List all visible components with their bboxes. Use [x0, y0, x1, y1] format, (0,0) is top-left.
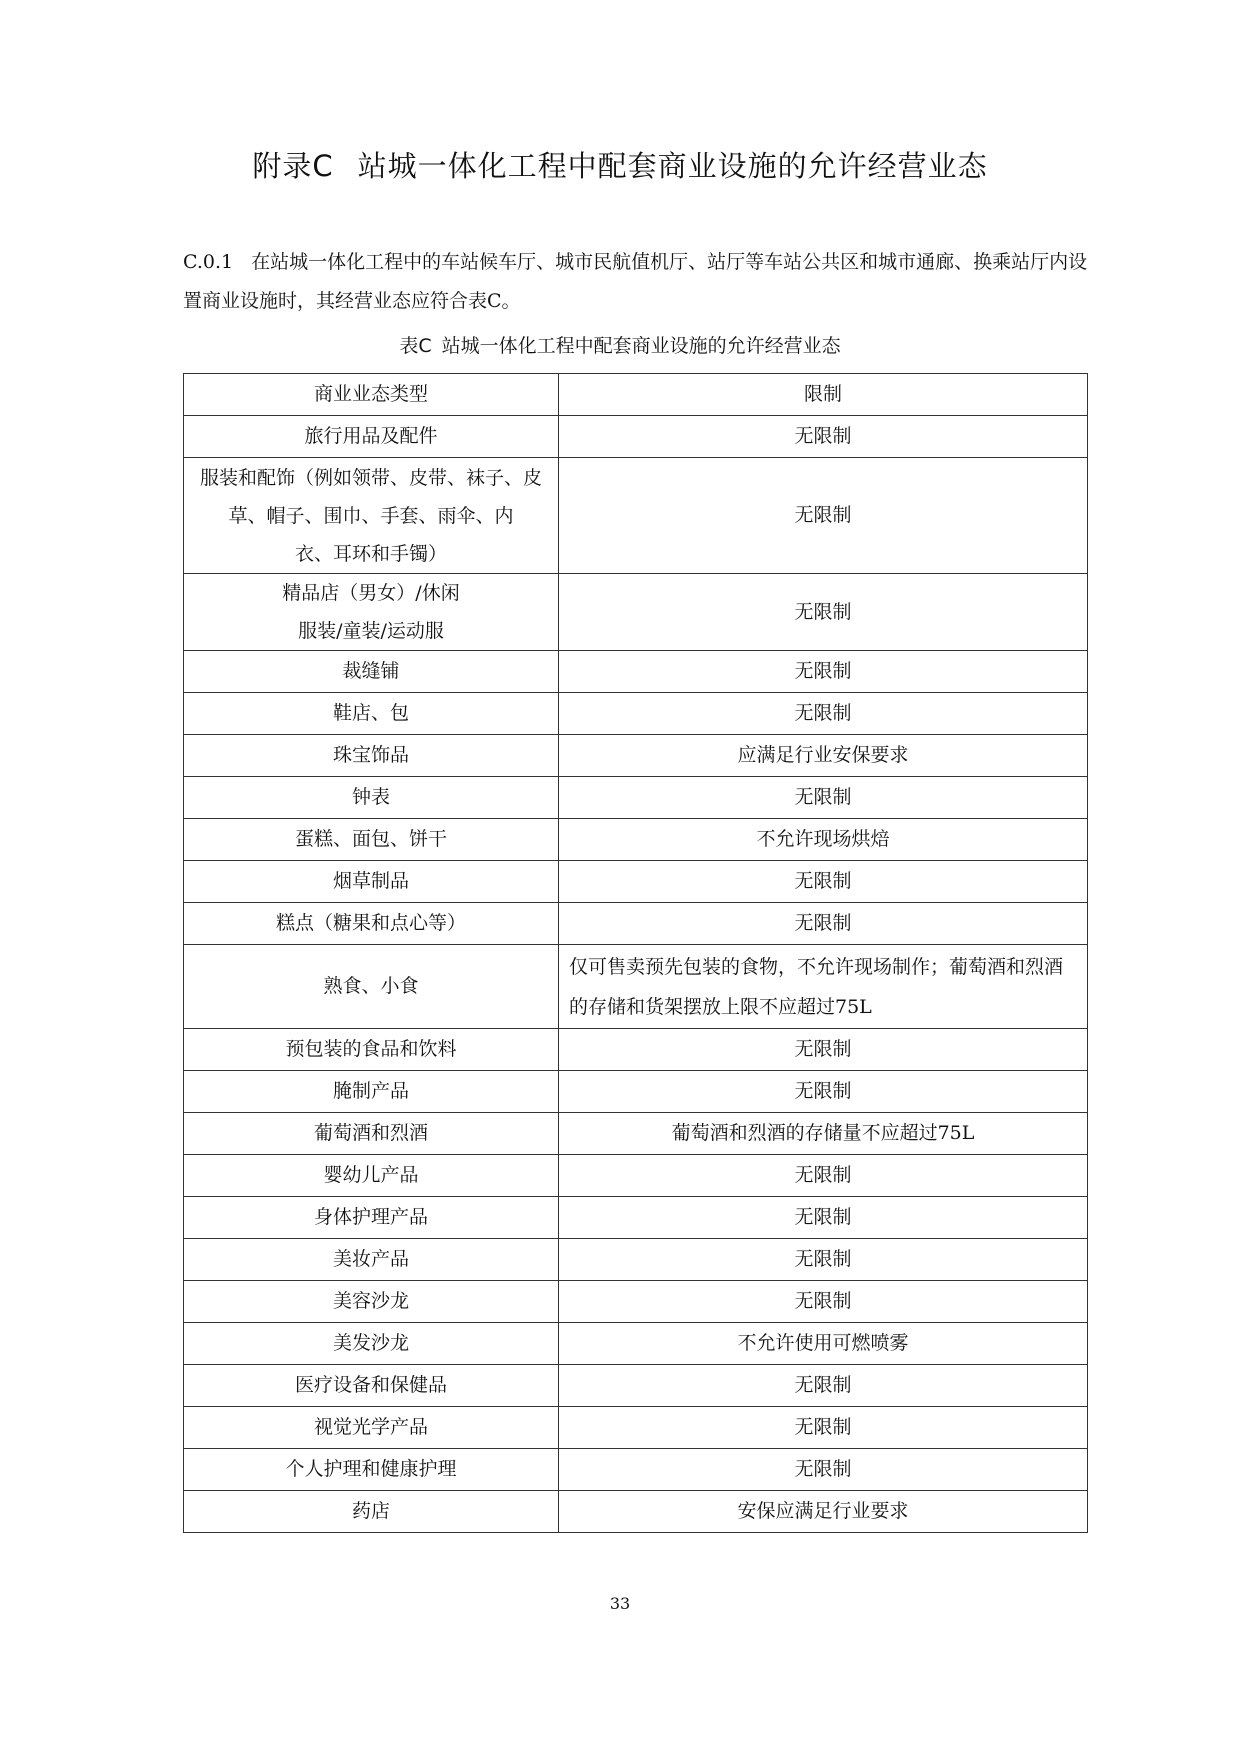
business-type-cell: 裁缝铺 — [184, 651, 559, 693]
table-row — [184, 945, 1088, 1029]
restriction-cell: 无限制 — [559, 777, 1088, 819]
table-row — [184, 693, 1088, 735]
restriction-cell: 无限制 — [559, 693, 1088, 735]
business-type-cell: 医疗设备和保健品 — [184, 1365, 559, 1407]
table-caption-text: 站城一体化工程中配套商业设施的允许经营业态 — [441, 335, 841, 357]
business-type-cell: 视觉光学产品 — [184, 1407, 559, 1449]
header-restriction: 限制 — [559, 374, 1088, 416]
business-type-cell: 美容沙龙 — [184, 1281, 559, 1323]
business-type-cell: 珠宝饰品 — [184, 735, 559, 777]
business-type-line: 服装/童装/运动服 — [298, 620, 444, 642]
business-type-cell: 美发沙龙 — [184, 1323, 559, 1365]
business-type-cell: 烟草制品 — [184, 861, 559, 903]
restriction-cell: 无限制 — [559, 458, 1088, 574]
business-type-table — [183, 373, 1088, 1533]
table-row — [184, 1071, 1088, 1113]
table-row — [184, 819, 1088, 861]
business-type-line: 草、帽子、围巾、手套、雨伞、内 — [228, 504, 514, 527]
table-row — [184, 1197, 1088, 1239]
business-type-cell: 钟表 — [184, 777, 559, 819]
appendix-title: 站城一体化工程中配套商业设施的允许经营业态 — [357, 149, 988, 183]
table-row — [184, 1449, 1088, 1491]
restriction-cell: 安保应满足行业要求 — [559, 1491, 1088, 1533]
business-type-cell: 预包装的食品和饮料 — [184, 1029, 559, 1071]
table-row — [184, 574, 1088, 651]
table-caption-label: 表C — [399, 335, 432, 357]
clause-paragraph — [183, 243, 1088, 321]
clause-number: C.0.1 — [183, 251, 234, 273]
table-row — [184, 1239, 1088, 1281]
table-row — [184, 1323, 1088, 1365]
table-row — [184, 777, 1088, 819]
business-type-cell: 个人护理和健康护理 — [184, 1449, 559, 1491]
restriction-cell: 葡萄酒和烈酒的存储量不应超过75L — [559, 1113, 1088, 1155]
table-caption — [0, 331, 1240, 358]
restriction-cell: 无限制 — [559, 1449, 1088, 1491]
table-row — [184, 861, 1088, 903]
restriction-cell: 无限制 — [559, 861, 1088, 903]
business-type-cell: 腌制产品 — [184, 1071, 559, 1113]
table-row — [184, 735, 1088, 777]
table-row — [184, 1113, 1088, 1155]
header-business-type: 商业业态类型 — [184, 374, 559, 416]
appendix-label: 附录C — [252, 149, 334, 183]
restriction-cell: 应满足行业安保要求 — [559, 735, 1088, 777]
business-type-cell: 旅行用品及配件 — [184, 416, 559, 458]
business-type-cell — [184, 458, 559, 574]
table-row — [184, 903, 1088, 945]
business-type-line: 衣、耳环和手镯） — [294, 542, 447, 565]
table-row — [184, 416, 1088, 458]
table-row — [184, 1365, 1088, 1407]
restriction-cell: 无限制 — [559, 1239, 1088, 1281]
restriction-cell: 不允许现场烘焙 — [559, 819, 1088, 861]
restriction-cell: 无限制 — [559, 574, 1088, 651]
restriction-cell: 无限制 — [559, 1365, 1088, 1407]
business-type-line: 精品店（男女）/休闲 — [282, 582, 460, 604]
page-title — [0, 144, 1240, 185]
table-row — [184, 651, 1088, 693]
business-type-cell: 美妆产品 — [184, 1239, 559, 1281]
restriction-cell: 无限制 — [559, 1197, 1088, 1239]
restriction-cell: 无限制 — [559, 903, 1088, 945]
business-type-cell — [184, 574, 559, 651]
table-row — [184, 1491, 1088, 1533]
table-header-row — [184, 374, 1088, 416]
business-type-cell: 婴幼儿产品 — [184, 1155, 559, 1197]
business-type-cell: 熟食、小食 — [184, 945, 559, 1029]
page-number: 33 — [609, 1594, 631, 1613]
table-row — [184, 1281, 1088, 1323]
restriction-cell: 仅可售卖预先包装的食物，不允许现场制作；葡萄酒和烈酒的存储和货架摆放上限不应超过75L — [559, 945, 1088, 1029]
restriction-cell: 无限制 — [559, 416, 1088, 458]
restriction-cell: 无限制 — [559, 1407, 1088, 1449]
business-type-cell: 鞋店、包 — [184, 693, 559, 735]
restriction-cell: 无限制 — [559, 1155, 1088, 1197]
clause-text: 在站城一体化工程中的车站候车厅、城市民航值机厅、站厅等车站公共区和城市通廊、换乘站厅内设置商业设施时，其经营业态应符合表C。 — [183, 251, 1088, 312]
table-row — [184, 1407, 1088, 1449]
table-row — [184, 1029, 1088, 1071]
table-row — [184, 1155, 1088, 1197]
business-type-cell: 糕点（糖果和点心等） — [184, 903, 559, 945]
restriction-cell: 无限制 — [559, 651, 1088, 693]
business-type-cell: 葡萄酒和烈酒 — [184, 1113, 559, 1155]
restriction-cell: 无限制 — [559, 1071, 1088, 1113]
restriction-cell: 无限制 — [559, 1029, 1088, 1071]
restriction-cell: 无限制 — [559, 1281, 1088, 1323]
business-type-line: 服装和配饰（例如领带、皮带、袜子、皮 — [199, 466, 542, 489]
restriction-cell: 不允许使用可燃喷雾 — [559, 1323, 1088, 1365]
business-type-cell: 蛋糕、面包、饼干 — [184, 819, 559, 861]
business-type-cell: 身体护理产品 — [184, 1197, 559, 1239]
table-row — [184, 458, 1088, 574]
business-type-cell: 药店 — [184, 1491, 559, 1533]
